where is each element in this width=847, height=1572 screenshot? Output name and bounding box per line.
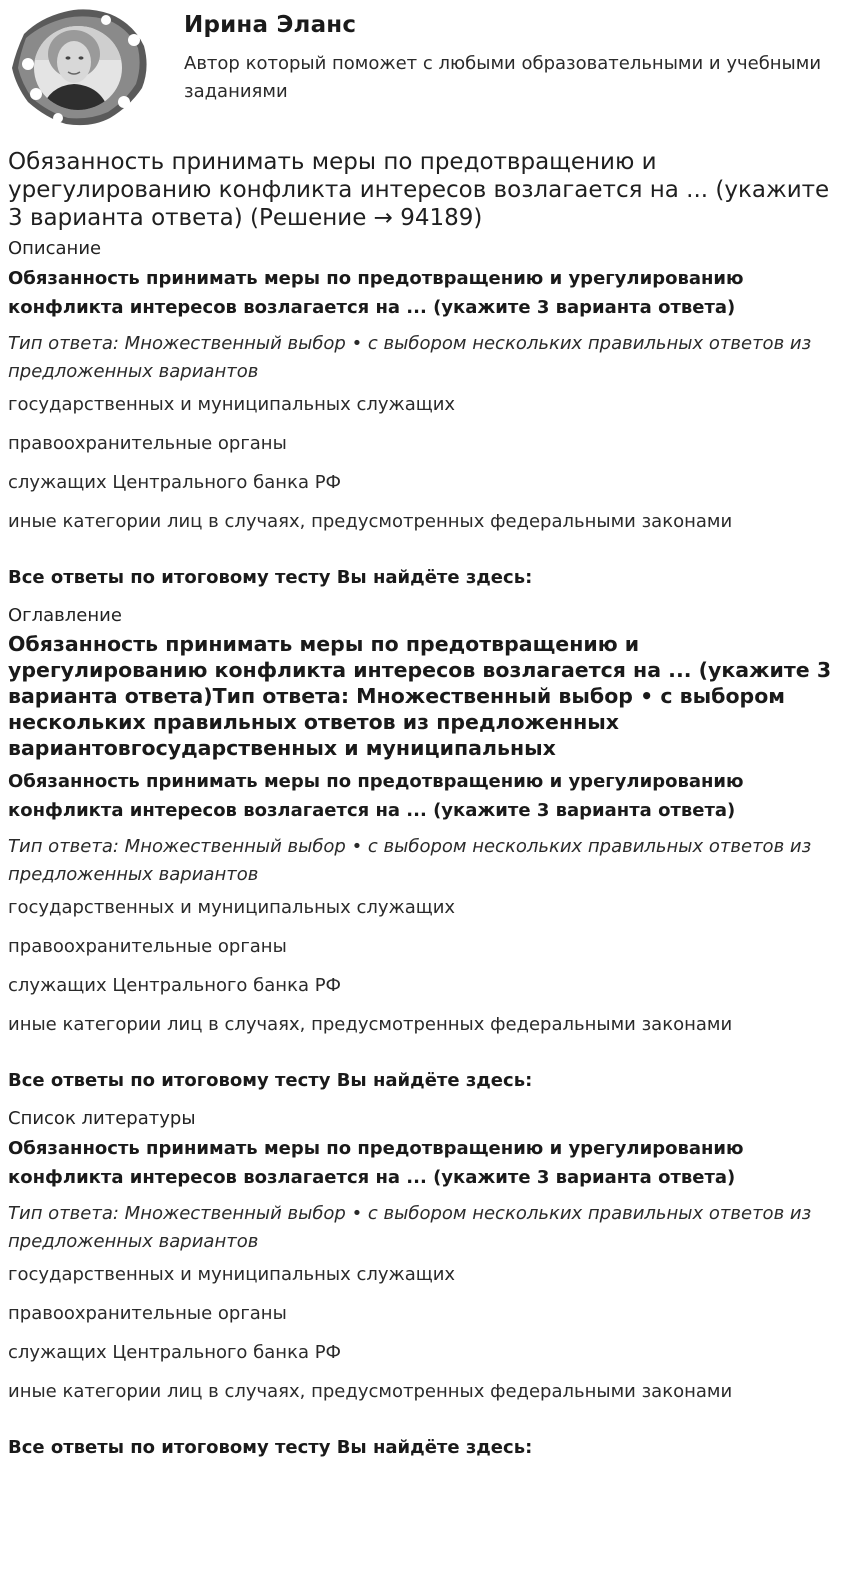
answer-type: Тип ответа: Множественный выбор • с выбором нескольких правильных ответов из предложенных вариантов	[8, 836, 812, 885]
answer-option: государственных и муниципальных служащих	[8, 394, 456, 415]
answer-option: правоохранительные органы	[8, 936, 287, 957]
author-name[interactable]: Ирина Эланс	[184, 12, 357, 38]
answer-option: правоохранительные органы	[8, 1303, 287, 1324]
section-label: Описание	[8, 238, 102, 259]
answer-type: Тип ответа: Множественный выбор • с выбором нескольких правильных ответов из предложенных вариантов	[8, 1203, 812, 1252]
toc-section	[8, 605, 840, 1092]
answer-option: служащих Центрального банка РФ	[8, 975, 342, 996]
answer-option: государственных и муниципальных служащих	[8, 1264, 456, 1285]
answer-option: иные категории лиц в случаях, предусмотренных федеральными законами	[8, 1381, 733, 1402]
author-avatar-icon[interactable]	[6, 6, 152, 128]
section-label: Список литературы	[8, 1108, 196, 1129]
question-text: Обязанность принимать меры по предотвращению и урегулированию конфликта интересов возлагается на ... (укажите 3 варианта ответа)	[8, 771, 744, 821]
answer-type: Тип ответа: Множественный выбор • с выбором нескольких правильных ответов из предложенных вариантов	[8, 333, 812, 382]
answer-option: правоохранительные органы	[8, 433, 287, 454]
all-answers-link[interactable]: Все ответы по итоговому тесту Вы найдёте здесь:	[8, 1070, 533, 1091]
section-label: Оглавление	[8, 605, 122, 626]
answer-option: служащих Центрального банка РФ	[8, 1342, 342, 1363]
author-header	[0, 0, 847, 132]
all-answers-link[interactable]: Все ответы по итоговому тесту Вы найдёте здесь:	[8, 567, 533, 588]
page-title: Обязанность принимать меры по предотвращению и урегулированию конфликта интересов возлагается на ... (укажите 3 варианта ответа) (Решение → 94189)	[8, 149, 830, 231]
answer-option: иные категории лиц в случаях, предусмотренных федеральными законами	[8, 1014, 733, 1035]
answer-option: служащих Центрального банка РФ	[8, 472, 342, 493]
toc-heading: Обязанность принимать меры по предотвращению и урегулированию конфликта интересов возлагается на ... (укажите 3 варианта ответа)Тип ответа: Множественный выбор • с выбором нескольких правильных ответов из предложенных вариантовгосударственных и муниципальных	[8, 632, 832, 760]
main-content	[8, 148, 840, 1475]
literature-section	[8, 1108, 840, 1459]
answer-option: иные категории лиц в случаях, предусмотренных федеральными законами	[8, 511, 733, 532]
all-answers-link[interactable]: Все ответы по итоговому тесту Вы найдёте здесь:	[8, 1437, 533, 1458]
question-text: Обязанность принимать меры по предотвращению и урегулированию конфликта интересов возлагается на ... (укажите 3 варианта ответа)	[8, 268, 744, 318]
description-section	[8, 238, 840, 589]
question-text: Обязанность принимать меры по предотвращению и урегулированию конфликта интересов возлагается на ... (укажите 3 варианта ответа)	[8, 1138, 744, 1188]
answer-option: государственных и муниципальных служащих	[8, 897, 456, 918]
author-description: Автор который поможет с любыми образовательными и учебными заданиями	[184, 53, 822, 102]
